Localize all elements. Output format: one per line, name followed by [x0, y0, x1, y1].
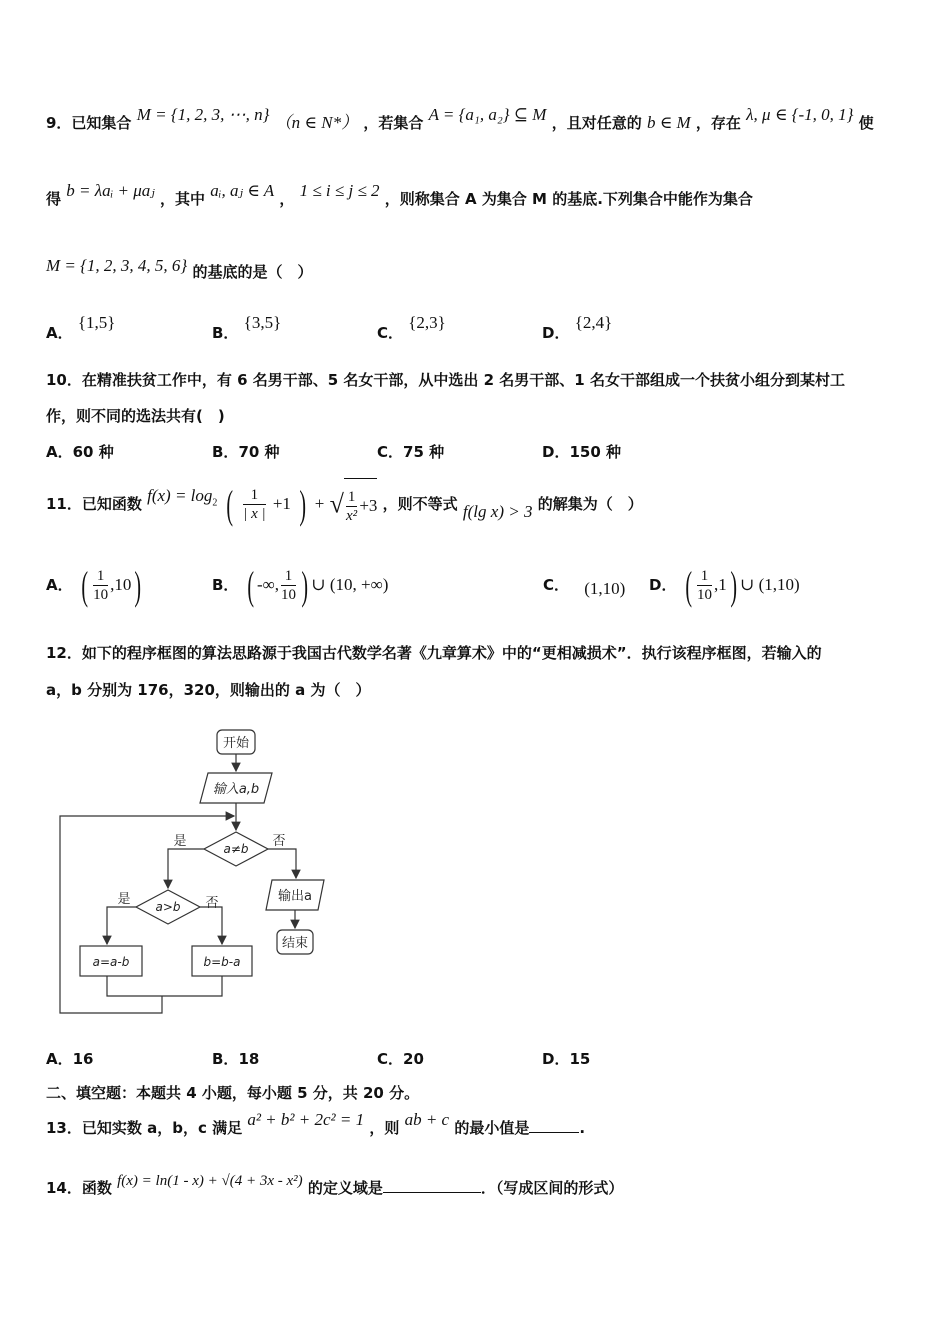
q11-plus: +	[314, 494, 325, 513]
frac-num: 1	[697, 567, 712, 586]
q11-paren-close: )	[299, 481, 307, 527]
option-value: {2,3}	[408, 313, 446, 332]
option-rest: ∪ (10, +∞)	[311, 575, 389, 594]
q9-b-expr: b = λaᵢ + μaⱼ	[66, 181, 155, 200]
q9-text: 的基底的是（ ）	[192, 263, 313, 281]
q11-text: ，则不等式	[382, 495, 458, 513]
option-label: D．	[649, 576, 677, 594]
option-value: 16	[72, 1050, 94, 1068]
flow-cond1-label: a≠b	[223, 842, 249, 856]
flow-arrow	[107, 907, 136, 944]
q11-plus3: +3	[359, 496, 378, 515]
option-label: D．	[542, 324, 570, 342]
q9-lam-mu: λ, μ ∈ {-1, 0, 1}	[746, 105, 854, 124]
q13-text: .	[579, 1119, 586, 1137]
paren-close: )	[730, 562, 737, 608]
q9-text: ，	[279, 190, 295, 208]
option-value: 15	[569, 1050, 591, 1068]
flow-box-right-label: b=b-a	[203, 955, 241, 969]
q9-ij-range: 1 ≤ i ≤ j ≤ 2	[299, 181, 380, 200]
section-heading: 二、填空题：本题共 4 小题，每小题 5 分，共 20 分。	[46, 1084, 420, 1102]
frac-num: 1	[93, 567, 108, 586]
option-value: 75 种	[403, 443, 445, 461]
option-label: D．	[542, 443, 570, 461]
q9-set-m6: M = {1, 2, 3, 4, 5, 6}	[46, 256, 188, 275]
frac-den: | x |	[243, 506, 266, 522]
q9-b-in-m: b ∈ M	[646, 113, 691, 132]
option-label: A．	[46, 1050, 73, 1068]
flow-arrow	[268, 849, 296, 878]
flow-arrow	[168, 849, 204, 888]
option-value: 60 种	[72, 443, 114, 461]
q14-line	[46, 1173, 624, 1199]
option-label: C．	[543, 576, 570, 594]
q11-ineq: f(lg x) > 3	[462, 502, 533, 521]
q9-text: 得	[46, 190, 62, 208]
flow-output-label: 输出a	[278, 889, 312, 904]
q13-expr: ab + c	[404, 1110, 450, 1129]
q13-text: 的最小值是	[454, 1119, 530, 1137]
q9-set-a: A = {a₁, a₂} ⊆ M	[428, 105, 547, 124]
q12-line2: a，b 分别为 176，320，则输出的 a 为（ ）	[46, 681, 371, 699]
q14-text: 14．函数	[46, 1179, 112, 1197]
q11-log-base: 2	[212, 497, 218, 509]
q14-text: ．（写成区间的形式）	[480, 1179, 624, 1197]
q12-line1: 12．如下的程序框图的算法思路源于我国古代数学名著《九章算术》中的“更相减损术”．执行该程序框图，若输入的	[46, 644, 822, 662]
option-label: C．	[377, 443, 404, 461]
q11-fdef-text: f(x) = log	[147, 486, 213, 505]
frac-num: 1	[347, 489, 356, 505]
q12-option-b[interactable]	[212, 1048, 259, 1069]
q9-text: ，其中	[160, 190, 206, 208]
option-label: C．	[377, 1050, 404, 1068]
flow-no1-label: 否	[272, 834, 286, 849]
q11-text: 11．已知函数	[46, 495, 142, 513]
option-value: {1,5}	[77, 313, 116, 332]
q11-text: 的解集为（ ）	[537, 495, 643, 513]
q11-plus1: +1	[272, 494, 291, 513]
q9-n-cond: （n ∈ N*）	[274, 113, 359, 132]
option-rest: ∪ (1,10)	[740, 575, 800, 594]
q13-answer-blank[interactable]	[529, 1118, 579, 1133]
paren-close: )	[134, 562, 142, 608]
frac-den: x²	[346, 508, 358, 524]
paren-open: (	[81, 562, 88, 608]
option-rest: ,10	[110, 575, 132, 594]
option-label: B．	[212, 324, 239, 342]
option-label: B．	[212, 1050, 239, 1068]
q13-text: 13．已知实数 a，b，c 满足	[46, 1119, 243, 1137]
option-label: A．	[46, 324, 73, 342]
flow-yes1-label: 是	[173, 834, 187, 849]
q11-sqrt-sign: √	[329, 489, 344, 519]
frac-num: 1	[243, 486, 265, 505]
q10-line1: 10．在精准扶贫工作中，有 6 名男干部、5 名女干部，从中选出 2 名男干部、1 名女干部组成一个扶贫小组分到某村工	[46, 371, 845, 389]
option-label: A．	[46, 576, 73, 594]
frac-den: 10	[697, 587, 713, 603]
q13-line	[46, 1110, 586, 1138]
q11-paren-open: (	[225, 481, 233, 527]
q14-fdef: f(x) = ln(1 - x) + √(4 + 3x - x²)	[117, 1173, 303, 1189]
q12-option-a[interactable]	[46, 1048, 93, 1069]
q9-text: ，存在	[695, 114, 741, 132]
q9-text: 使	[858, 114, 874, 132]
q9-set-m: M = {1, 2, 3, ⋯, n}	[136, 105, 270, 124]
flow-input-label: 输入a,b	[212, 782, 260, 797]
flow-end-label: 结束	[281, 936, 309, 951]
option-label: D．	[542, 1050, 570, 1068]
q12-option-c[interactable]	[377, 1048, 424, 1069]
paren-close: )	[301, 562, 309, 608]
q13-text: ，则	[369, 1119, 400, 1137]
q10-line2: 作，则不同的选法共有( )	[46, 407, 225, 425]
option-value: {2,4}	[574, 313, 613, 332]
option-value: 20	[403, 1050, 424, 1068]
paren-open: (	[685, 562, 692, 608]
frac-num: 1	[281, 567, 296, 586]
option-value: (1,10)	[584, 579, 626, 598]
option-value: {3,5}	[243, 313, 282, 332]
option-mid: ,1	[714, 575, 727, 594]
flow-cond2-label: a>b	[155, 900, 181, 914]
flow-merge-line	[107, 976, 222, 996]
q9-text: 9．已知集合	[46, 114, 132, 132]
option-label: A．	[46, 443, 73, 461]
q9-text: ，若集合	[363, 114, 424, 132]
option-value: 70 种	[238, 443, 280, 461]
paren-open: (	[247, 562, 254, 608]
frac-den: 10	[93, 587, 109, 603]
option-value: 150 种	[569, 443, 621, 461]
flow-loop-line	[60, 816, 234, 1013]
flow-box-left-label: a=a-b	[92, 955, 130, 969]
flow-start-label: 开始	[222, 736, 250, 751]
q12-option-d[interactable]	[542, 1048, 590, 1069]
q9-ai-aj: aᵢ, aⱼ ∈ A	[210, 181, 275, 200]
option-label: B．	[212, 443, 239, 461]
q14-answer-blank[interactable]	[383, 1178, 481, 1193]
option-pre: -∞,	[257, 575, 280, 594]
flow-no2-label: 否	[205, 896, 219, 911]
option-label: B．	[212, 576, 239, 594]
flow-yes2-label: 是	[117, 892, 131, 907]
option-label: C．	[377, 324, 404, 342]
frac-den: 10	[281, 587, 297, 603]
option-value: 18	[238, 1050, 260, 1068]
q9-text: ，则称集合 A 为集合 M 的基底.下列集合中能作为集合	[384, 190, 753, 208]
q9-text: ，且对任意的	[551, 114, 642, 132]
q14-text: 的定义域是	[307, 1179, 383, 1197]
q13-eq: a² + b² + 2c² = 1	[247, 1110, 365, 1129]
flow-arrow	[200, 907, 222, 944]
